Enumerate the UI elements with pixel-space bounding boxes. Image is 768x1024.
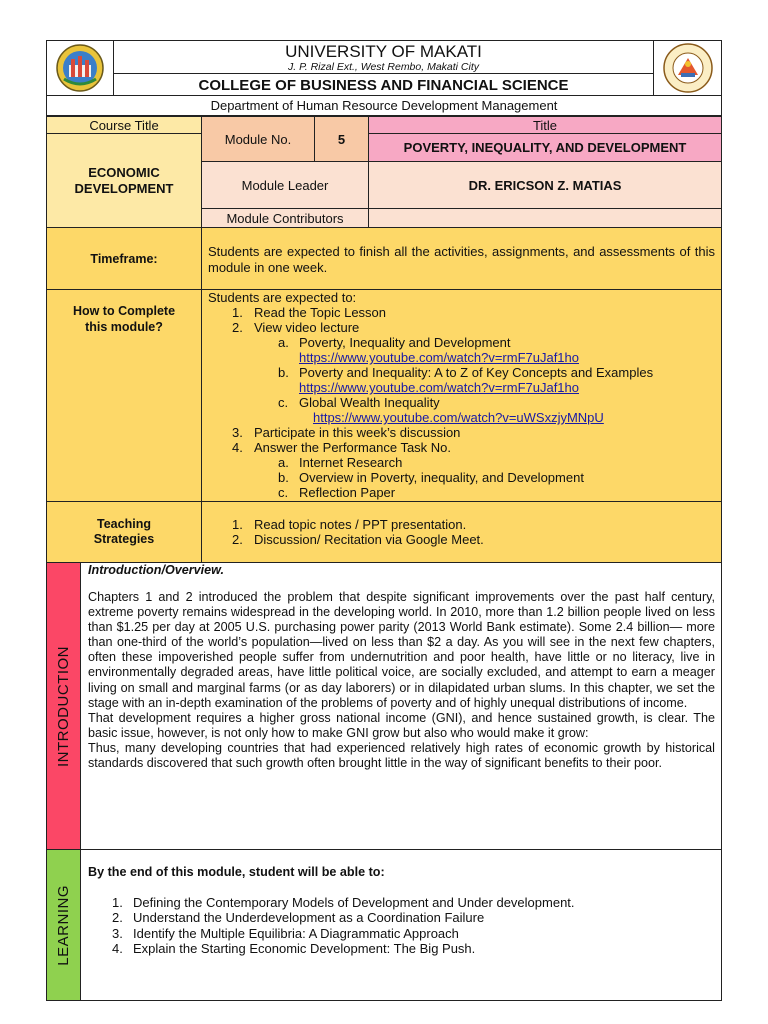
college-name: COLLEGE OF BUSINESS AND FINANCIAL SCIENCE — [198, 76, 569, 94]
module-leader-label: Module Leader — [201, 161, 369, 209]
timeframe-text: Students are expected to finish all the activities, assignments, and assessments of this module in one week. — [208, 244, 715, 275]
timeframe-cell — [201, 227, 722, 290]
list-item: 4. — [112, 941, 123, 956]
list-item: Explain the Starting Economic Development: The Big Push. — [133, 941, 476, 956]
list-item: Answer the Performance Task No. — [254, 440, 452, 455]
how-to-cell — [201, 289, 722, 502]
list-item: a. — [278, 335, 289, 350]
introduction-side-label: INTRODUCTION — [55, 645, 72, 767]
list-item: 2. — [232, 320, 243, 335]
list-item: Participate in this week’s discussion — [254, 425, 461, 440]
module-contributors-label: Module Contributors — [201, 208, 369, 228]
video-link-2[interactable]: https://www.youtube.com/watch?v=rmF7uJaf1ho — [299, 380, 579, 395]
list-item: c. — [278, 395, 289, 410]
list-item: Internet Research — [299, 455, 403, 470]
learning-side — [46, 849, 81, 1001]
list-item: Poverty and Inequality: A to Z of Key Concepts and Examples — [299, 365, 654, 380]
introduction-paragraph-3: Thus, many developing countries that had experienced relatively high rates of economic growth by historical standards discovered that such growth often brought little in the way of significant benefits to their poor. — [88, 740, 715, 771]
list-item: 1. — [112, 895, 123, 910]
module-no-value: 5 — [314, 116, 369, 162]
video-link-1[interactable]: https://www.youtube.com/watch?v=rmF7uJaf1ho — [299, 350, 579, 365]
teaching-cell — [201, 501, 722, 563]
list-item: b. — [278, 365, 289, 380]
how-to-label: How to Complete this module? — [72, 304, 176, 334]
list-item: c. — [278, 485, 289, 500]
list-item: Overview in Poverty, inequality, and Development — [299, 470, 584, 485]
introduction-heading: Introduction/Overview. — [88, 563, 224, 577]
list-item: Defining the Contemporary Models of Development and Under development. — [133, 895, 575, 910]
list-item: 4. — [232, 440, 243, 455]
module-no-label: Module No. — [201, 116, 315, 162]
module-contributors-value — [368, 208, 722, 228]
university-name: UNIVERSITY OF MAKATI — [285, 42, 482, 61]
right-logo-cell — [653, 40, 722, 96]
title-cell — [113, 40, 654, 96]
teaching-label: Teaching Strategies — [46, 501, 202, 563]
university-address: J. P. Rizal Ext., West Rembo, Makati City — [288, 60, 479, 73]
introduction-paragraph-2: That development requires a higher gross national income (GNI), and hence sustained growth, is clear. The basic issue, however, is not only how to make GNI grow but also who would make it grow: — [88, 710, 715, 740]
timeframe-label: Timeframe: — [46, 227, 202, 290]
how-to-label-cell — [46, 289, 202, 502]
learning-side-label: LEARNING — [55, 884, 72, 966]
list-item: 3. — [112, 926, 123, 941]
module-leader-value: DR. ERICSON Z. MATIAS — [368, 161, 722, 209]
list-item: Understand the Underdevelopment as a Coordination Failure — [133, 910, 485, 925]
learning-heading: By the end of this module, student will be able to: — [88, 865, 385, 879]
list-item: 2. — [232, 532, 243, 547]
introduction-cell — [80, 562, 722, 850]
list-item: b. — [278, 470, 289, 485]
course-title-value: ECONOMIC DEVELOPMENT — [46, 133, 202, 228]
list-item: a. — [278, 455, 289, 470]
title-value: POVERTY, INEQUALITY, AND DEVELOPMENT — [368, 133, 722, 162]
how-to-intro: Students are expected to: — [208, 290, 357, 305]
list-item: Poverty, Inequality and Development — [299, 335, 511, 350]
university-seal-right — [659, 42, 717, 94]
list-item: Discussion/ Recitation via Google Meet. — [254, 532, 484, 547]
list-item: 1. — [232, 305, 243, 320]
list-item: 3. — [232, 425, 243, 440]
introduction-paragraph-1: Chapters 1 and 2 introduced the problem that despite significant improvements over the past half century, extreme poverty remains widespread in the developing world. In 2010, more than 1.2 billion people lived on less than $1.25 per day at 2005 U.S. purchasing power parity (2013 World Bank estimate). Some 2.4 billion— more than one-third of the world’s population—lived on less than $2 a day. As you will see in the next few chapters, often these impoverished people suffer from undernutrition and poor health, have little or no literacy, live in environmentally degraded areas, have little political voice, are socially excluded, and attempt to earn a meager living on small and marginal farms (or as day laborers) or in dilapidated urban slums. In this chapter, we set the stage with an in-depth examination of the problems of poverty and of highly unequal distributions of income. — [88, 590, 715, 710]
list-item: Reflection Paper — [299, 485, 396, 500]
learning-cell — [80, 849, 722, 1001]
title-label: Title — [368, 116, 722, 134]
department-name: Department of Human Resource Development Management — [46, 96, 722, 116]
video-link-3[interactable]: https://www.youtube.com/watch?v=uWSxzjyMNpU — [313, 410, 604, 425]
list-item: Read topic notes / PPT presentation. — [254, 517, 467, 532]
list-item: 1. — [232, 517, 243, 532]
list-item: Read the Topic Lesson — [254, 305, 387, 320]
list-item: 2. — [112, 910, 123, 925]
list-item: View video lecture — [254, 320, 360, 335]
list-item: Identify the Multiple Equilibria: A Diagrammatic Approach — [133, 926, 459, 941]
list-item: Global Wealth Inequality — [299, 395, 440, 410]
course-title-label: Course Title — [46, 116, 202, 134]
university-logo-left — [52, 43, 108, 93]
introduction-side — [46, 562, 81, 850]
left-logo-cell — [46, 40, 114, 96]
